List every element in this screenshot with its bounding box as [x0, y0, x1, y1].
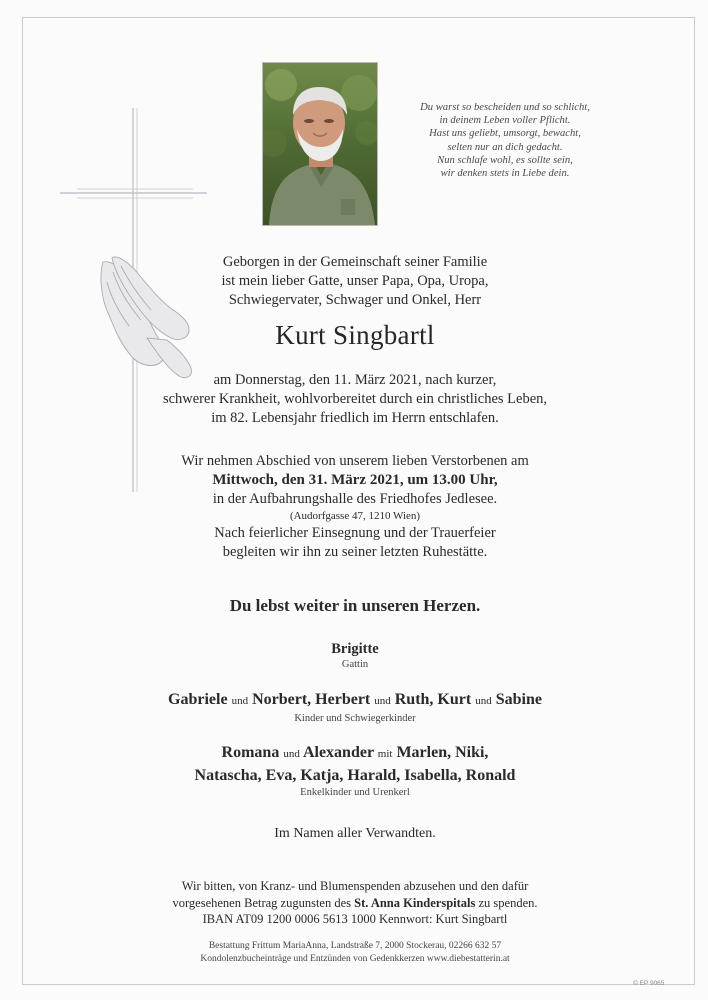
donation-line: Wir bitten, von Kranz- und Blumenspenden abzusehen und den dafür	[181, 879, 529, 893]
announcement-line: im 82. Lebensjahr friedlich im Herrn entschlafen.	[211, 410, 499, 426]
funeral-address: (Audorfgasse 47, 1210 Wien)	[289, 510, 421, 522]
poem-line: in deinem Leben voller Pflicht.	[439, 115, 571, 127]
connector: und	[374, 695, 391, 707]
connector: mit	[377, 748, 393, 760]
connector: und	[283, 748, 300, 760]
connector: und	[475, 695, 492, 707]
portrait-photo	[262, 62, 378, 226]
grandchildren-block	[110, 742, 600, 800]
undertaker-address: Bestattung Frittum MariaAnna, Landstraße 7, 2000 Stockerau, 02266 632 57	[208, 941, 502, 951]
donation-text: vorgesehenen Betrag zugunsten des	[172, 895, 352, 910]
undertaker-website: Kondolenzbucheinträge und Entzünden von Gedenkkerzen www.diebestatterin.at	[200, 954, 510, 964]
children-relation: Kinder und Schwiegerkinder	[294, 713, 416, 724]
iban-line: IBAN AT09 1200 0006 5613 1000 Kennwort: Kurt Singbartl	[202, 912, 508, 926]
funeral-location: in der Aufbahrungshalle des Friedhofes Jedlesee.	[212, 491, 498, 507]
announcement-line: am Donnerstag, den 11. März 2021, nach kurzer,	[213, 372, 497, 388]
grandchildren-relation: Enkelkinder und Urenkerl	[300, 787, 410, 798]
poem-line: Hast uns geliebt, umsorgt, bewacht,	[429, 128, 581, 140]
undertaker-info	[110, 940, 600, 966]
child-name: Gabriele	[168, 691, 228, 708]
intro-line: Schwiegervater, Schwager und Onkel, Herr	[228, 292, 482, 308]
grandchildren-names-line2: Natascha, Eva, Katja, Harald, Isabella, Ronald	[194, 767, 516, 784]
farewell-line: Nach feierlicher Einsegnung und der Trauerfeier	[214, 525, 496, 541]
donation-request	[110, 878, 600, 928]
intro-line: Geborgen in der Gemeinschaft seiner Familie	[222, 254, 488, 270]
child-name: Norbert, Herbert	[252, 691, 371, 708]
poem-line: Du warst so bescheiden und so schlicht,	[420, 102, 590, 113]
grandchildren-names	[110, 742, 600, 765]
intro-line: ist mein lieber Gatte, unser Papa, Opa, Uropa,	[221, 273, 489, 289]
farewell-line: begleiten wir ihn zu seiner letzten Ruhestätte.	[222, 544, 488, 560]
grandchild-name: Alexander	[302, 744, 374, 761]
child-name: Ruth, Kurt	[394, 691, 472, 708]
funeral-date: Mittwoch, den 31. März 2021, um 13.00 Uhr,	[212, 472, 498, 488]
spouse-name: Brigitte	[331, 641, 379, 657]
in-name-of-relatives: Im Namen aller Verwandten.	[274, 826, 436, 841]
death-announcement	[140, 371, 570, 428]
print-code: © EP 9065	[633, 980, 665, 987]
donation-line	[110, 895, 600, 912]
farewell-intro: Wir nehmen Abschied von unserem lieben Verstorbenen am	[181, 453, 529, 469]
donation-text: zu spenden.	[478, 895, 538, 910]
children-block	[110, 689, 600, 726]
deceased-name: Kurt Singbartl	[275, 320, 435, 350]
children-names	[110, 689, 600, 712]
motto: Du lebst weiter in unseren Herzen.	[229, 596, 481, 615]
intro-text	[140, 253, 570, 310]
child-name: Sabine	[495, 691, 542, 708]
poem-line: selten nur an dich gedacht.	[447, 141, 563, 153]
poem	[405, 101, 605, 180]
connector: und	[231, 695, 249, 707]
poem-line: wir denken stets in Liebe dein.	[440, 168, 570, 180]
spouse-relation: Gattin	[341, 659, 369, 670]
poem-line: Nun schlafe wohl, es sollte sein,	[437, 154, 573, 166]
funeral-details	[140, 452, 570, 562]
announcement-line: schwerer Krankheit, wohlvorbereitet durch ein christliches Leben,	[162, 391, 548, 407]
grandchild-name: Romana	[221, 744, 280, 761]
grandchild-name: Marlen, Niki,	[396, 744, 489, 761]
charity-name: St. Anna Kinderspitals	[354, 895, 476, 910]
spouse-block	[140, 640, 570, 672]
